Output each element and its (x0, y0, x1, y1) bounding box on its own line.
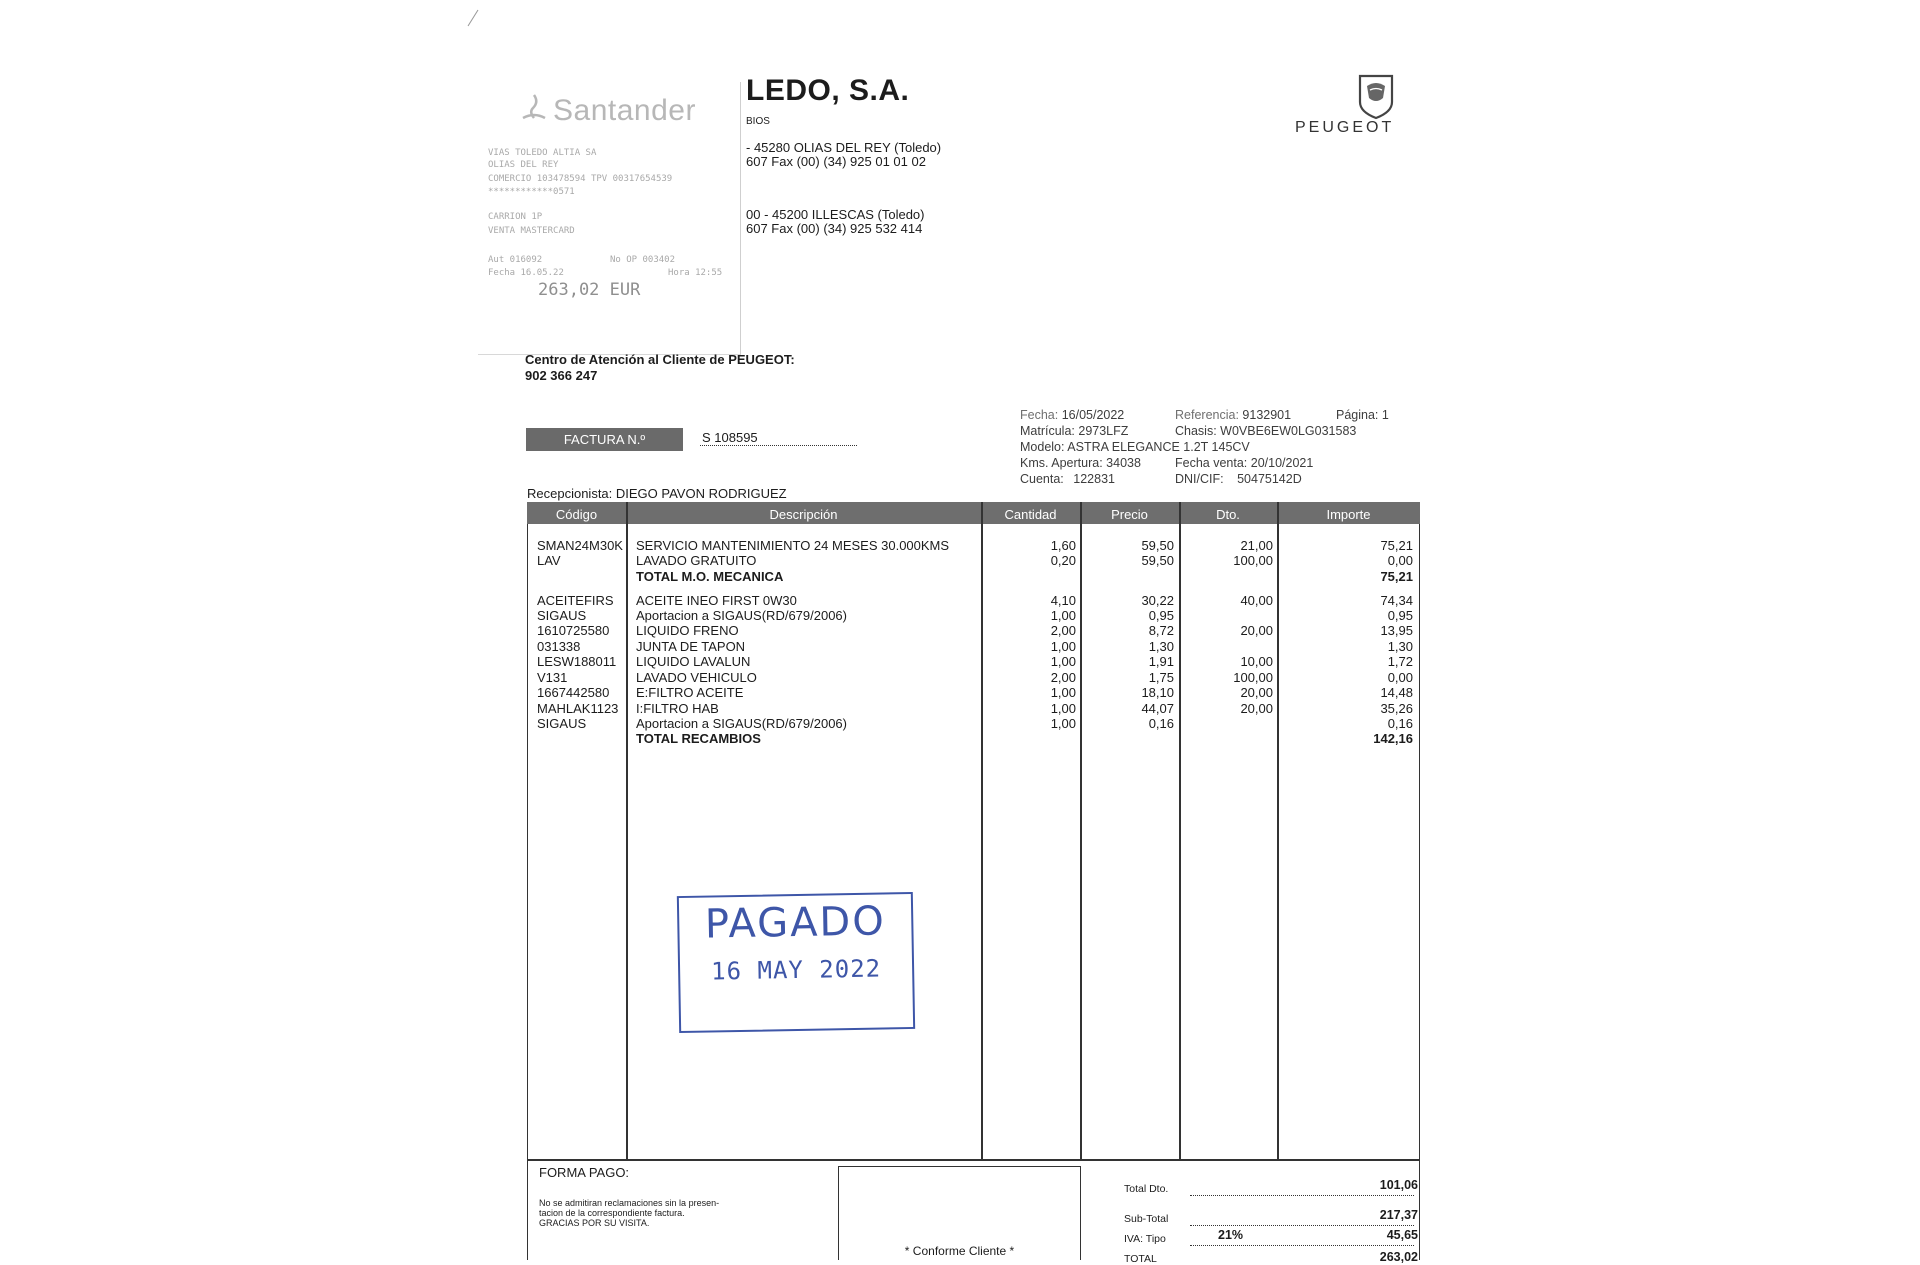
cell-importe: 14,48 (1380, 685, 1413, 700)
cell-importe: 142,16 (1373, 731, 1413, 746)
cell-precio: 8,72 (1148, 623, 1174, 638)
cell-cantidad: 1,00 (1050, 639, 1076, 654)
cell-precio: 1,75 (1148, 670, 1174, 685)
cell-precio: 0,16 (1148, 716, 1174, 731)
referencia-label: Referencia: (1175, 408, 1239, 422)
cell-descripcion: LAVADO VEHICULO (636, 670, 757, 685)
cell-importe: 0,95 (1387, 608, 1413, 623)
meta-matricula (1020, 424, 1128, 438)
cell-descripcion: TOTAL RECAMBIOS (636, 731, 761, 746)
receipt-card-type: CARRION 1P (488, 212, 543, 222)
cuenta-label: Cuenta: (1020, 472, 1064, 486)
total-label: TOTAL (1124, 1253, 1157, 1265)
meta-cuenta (1020, 472, 1115, 486)
cell-descripcion: JUNTA DE TAPON (636, 639, 746, 654)
cell-dto: 21,00 (1240, 538, 1273, 553)
cell-cantidad: 1,00 (1050, 654, 1076, 669)
cell-codigo: SIGAUS (537, 608, 587, 623)
cell-importe: 75,21 (1380, 569, 1413, 584)
kms-label: Kms. Apertura: (1020, 456, 1103, 470)
service-center-label: Centro de Atención al Cliente de PEUGEOT: (525, 352, 795, 367)
receipt-amount: 263,02 EUR (538, 280, 641, 300)
cell-importe: 75,21 (1380, 538, 1413, 553)
factura-label: FACTURA N.º (526, 428, 683, 451)
forma-pago-label: FORMA PAGO: (539, 1165, 630, 1180)
meta-dni (1175, 472, 1302, 486)
cell-codigo: V131 (537, 670, 568, 685)
modelo-label: Modelo: (1020, 440, 1065, 454)
cell-importe: 1,72 (1387, 654, 1413, 669)
receipt-sale-type: VENTA MASTERCARD (488, 226, 575, 236)
header-cantidad: Cantidad (1004, 507, 1057, 522)
cell-importe: 0,16 (1387, 716, 1413, 731)
peugeot-lion-logo-icon (1355, 72, 1397, 120)
cell-codigo: SMAN24M30K (537, 538, 623, 553)
cell-dto: 20,00 (1240, 685, 1273, 700)
cell-descripcion: SERVICIO MANTENIMIENTO 24 MESES 30.000KMS (636, 538, 950, 553)
fecha-value: 16/05/2022 (1061, 408, 1125, 422)
cell-dto: 20,00 (1240, 623, 1273, 638)
cell-dto: 100,00 (1233, 670, 1273, 685)
cell-codigo: 1610725580 (537, 623, 610, 638)
header-precio: Precio (1111, 507, 1148, 522)
cell-descripcion: LAVADO GRATUITO (636, 553, 757, 568)
modelo-value: ASTRA ELEGANCE 1.2T 145CV (1067, 440, 1250, 454)
company-phone-2: 607 Fax (00) (34) 925 532 414 (746, 221, 923, 236)
cell-precio: 30,22 (1141, 593, 1174, 608)
cell-importe: 13,95 (1380, 623, 1413, 638)
company-name: LEDO, S.A. (746, 74, 910, 107)
cell-precio: 44,07 (1141, 701, 1174, 716)
cell-codigo: 1667442580 (537, 685, 610, 700)
cell-importe: 0,00 (1387, 553, 1413, 568)
fecha-label: Fecha: (1020, 408, 1059, 422)
receipt-line: OLIAS DEL REY (488, 160, 559, 170)
header-codigo: Código (555, 507, 598, 522)
cell-importe: 74,34 (1380, 593, 1413, 608)
cell-importe: 35,26 (1380, 701, 1413, 716)
disclaimer-line: GRACIAS POR SU VISITA. (539, 1218, 650, 1228)
company-address-1: - 45280 OLIAS DEL REY (Toledo) (746, 140, 942, 155)
receipt-date: Fecha 16.05.22 (488, 268, 564, 278)
header-importe: Importe (1326, 507, 1371, 522)
cell-cantidad: 2,00 (1050, 670, 1076, 685)
cell-precio: 1,91 (1148, 654, 1174, 669)
cell-precio: 59,50 (1141, 538, 1174, 553)
cell-precio: 18,10 (1141, 685, 1174, 700)
stamp-date: 16 MAY 2022 (710, 954, 882, 986)
cell-descripcion: LIQUIDO FRENO (636, 623, 739, 638)
cell-descripcion: ACEITE INEO FIRST 0W30 (636, 593, 797, 608)
fecha-venta-value: 20/10/2021 (1250, 456, 1314, 470)
pagina-label: Página: (1336, 408, 1379, 422)
conforme-cliente: * Conforme Cliente * (904, 1244, 1015, 1258)
factura-number: S 108595 (700, 430, 857, 446)
subtotal-label: Sub-Total (1124, 1213, 1169, 1225)
disclaimer (539, 1198, 719, 1228)
header-dto: Dto. (1216, 507, 1240, 522)
dni-label: DNI/CIF: (1175, 472, 1224, 486)
cell-importe: 0,00 (1387, 670, 1413, 685)
receipt-line: VIAS TOLEDO ALTIA SA (488, 148, 597, 158)
receipt-line: COMERCIO 103478594 TPV 00317654539 (488, 174, 673, 184)
cell-descripcion: E:FILTRO ACEITE (636, 685, 744, 700)
cell-codigo: SIGAUS (537, 716, 587, 731)
cell-descripcion: Aportacion a SIGAUS(RD/679/2006) (636, 716, 847, 731)
cell-codigo: ACEITEFIRS (537, 593, 614, 608)
receipt-op: No OP 003402 (610, 255, 676, 265)
fecha-venta-label: Fecha venta: (1175, 456, 1248, 470)
brand-name: PEUGEOT (1295, 119, 1395, 136)
stamp-title: PAGADO (704, 898, 887, 948)
meta-fecha-venta (1175, 456, 1313, 470)
receipt-time: Hora 12:55 (668, 268, 723, 278)
recepcionista: Recepcionista: DIEGO PAVON RODRIGUEZ (527, 486, 787, 501)
kms-value: 34038 (1106, 456, 1141, 470)
pagina-value: 1 (1381, 408, 1389, 422)
meta-modelo (1020, 440, 1250, 454)
subtotal-value: 217,37 (1379, 1208, 1418, 1222)
cell-cantidad: 4,10 (1050, 593, 1076, 608)
cell-dto: 100,00 (1233, 553, 1273, 568)
cell-cantidad: 0,20 (1050, 553, 1076, 568)
cell-cantidad: 1,60 (1050, 538, 1076, 553)
cell-descripcion: I:FILTRO HAB (636, 701, 719, 716)
dni-value: 50475142D (1237, 472, 1302, 486)
total-value: 263,02 (1379, 1250, 1418, 1264)
company-tagline: BIOS (746, 116, 770, 127)
santander-flame-icon (519, 92, 549, 122)
iva-label: IVA: Tipo (1124, 1233, 1166, 1245)
cell-descripcion: TOTAL M.O. MECANICA (636, 569, 784, 584)
iva-tipo: 21% (1218, 1228, 1244, 1242)
meta-referencia (1175, 408, 1291, 422)
cell-dto: 10,00 (1240, 654, 1273, 669)
meta-chasis (1175, 424, 1356, 438)
cell-importe: 1,30 (1387, 639, 1413, 654)
cell-cantidad: 1,00 (1050, 608, 1076, 623)
cuenta-value: 122831 (1073, 472, 1115, 486)
disclaimer-line: No se admitiran reclamaciones sin la presen- (539, 1198, 720, 1208)
receipt-line: ************0571 (488, 187, 575, 197)
matricula-value: 2973LFZ (1078, 424, 1129, 438)
referencia-value: 9132901 (1242, 408, 1292, 422)
meta-kms (1020, 456, 1141, 470)
paid-stamp (677, 892, 915, 1033)
total-dto-value: 101,06 (1379, 1178, 1418, 1192)
company-address-2: 00 - 45200 ILLESCAS (Toledo) (746, 207, 925, 222)
header-descripcion: Descripción (769, 507, 838, 522)
company-phone-1: 607 Fax (00) (34) 925 01 01 02 (746, 154, 926, 169)
cell-codigo: LAV (537, 553, 561, 568)
receipt-aut: Aut 016092 (488, 255, 543, 265)
chasis-label: Chasis: (1175, 424, 1217, 438)
matricula-label: Matrícula: (1020, 424, 1075, 438)
cell-precio: 0,95 (1148, 608, 1174, 623)
receipt-bank: Santander (553, 94, 696, 127)
cell-cantidad: 2,00 (1050, 623, 1076, 638)
meta-pagina (1336, 408, 1389, 422)
cell-dto: 20,00 (1240, 701, 1273, 716)
cell-codigo: LESW188011 (537, 654, 617, 669)
cell-cantidad: 1,00 (1050, 701, 1076, 716)
cell-cantidad: 1,00 (1050, 685, 1076, 700)
total-dto-label: Total Dto. (1124, 1183, 1169, 1195)
cell-precio: 59,50 (1141, 553, 1174, 568)
cell-codigo: MAHLAK1123 (537, 701, 619, 716)
service-center-phone: 902 366 247 (525, 368, 598, 383)
scan-mark (466, 8, 482, 28)
cell-precio: 1,30 (1148, 639, 1174, 654)
chasis-value: W0VBE6EW0LG031583 (1220, 424, 1357, 438)
iva-value: 45,65 (1386, 1228, 1418, 1242)
cell-descripcion: Aportacion a SIGAUS(RD/679/2006) (636, 608, 847, 623)
cell-cantidad: 1,00 (1050, 716, 1076, 731)
cell-codigo: 031338 (537, 639, 581, 654)
disclaimer-line: tacion de la correspondiente factura. (539, 1208, 685, 1218)
cell-dto: 40,00 (1240, 593, 1273, 608)
meta-fecha (1020, 408, 1124, 422)
cell-descripcion: LIQUIDO LAVALUN (636, 654, 751, 669)
